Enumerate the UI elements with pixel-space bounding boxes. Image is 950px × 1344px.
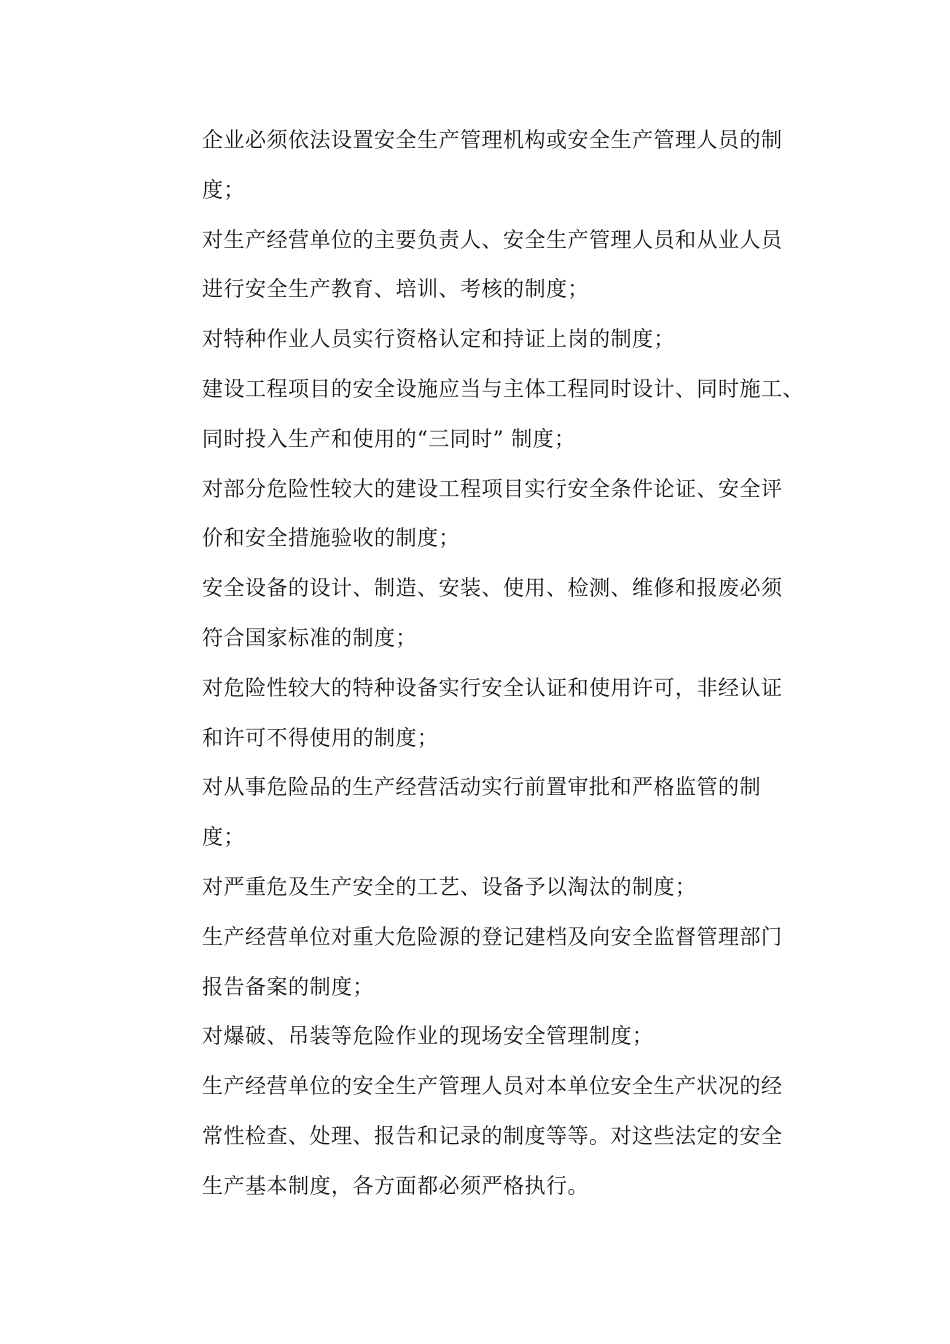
paragraph	[202, 863, 822, 913]
text-line: 对爆破、吊装等危险作业的现场安全管理制度；	[202, 1024, 654, 1049]
text-line: 生产基本制度，各方面都必须严格执行。	[202, 1173, 589, 1198]
text-line: 对从事危险品的生产经营活动实行前置审批和严格监管的制	[202, 775, 761, 800]
paragraph	[202, 564, 822, 664]
text-line: 符合国家标准的制度；	[202, 625, 417, 650]
text-line: 度；	[202, 825, 245, 850]
paragraph	[202, 913, 822, 1013]
paragraph	[202, 216, 822, 316]
text-line: 和许可不得使用的制度；	[202, 725, 439, 750]
paragraph	[202, 763, 822, 863]
paragraph	[202, 465, 822, 565]
text-line: 对危险性较大的特种设备实行安全认证和使用许可，非经认证	[202, 675, 783, 700]
paragraph	[202, 664, 822, 764]
text-line: 对部分危险性较大的建设工程项目实行安全条件论证、安全评	[202, 476, 783, 501]
text-line: 价和安全措施验收的制度；	[202, 526, 460, 551]
text-line: 进行安全生产教育、培训、考核的制度；	[202, 277, 589, 302]
text-line: 企业必须依法设置安全生产管理机构或安全生产管理人员的制	[202, 128, 783, 152]
text-line: 安全设备的设计、制造、安装、使用、检测、维修和报废必须	[202, 576, 783, 601]
text-line: 对特种作业人员实行资格认定和持证上岗的制度；	[202, 327, 675, 352]
text-line: 生产经营单位对重大危险源的登记建档及向安全监督管理部门	[202, 924, 783, 949]
text-line: 度；	[202, 177, 245, 202]
paragraph	[202, 365, 822, 465]
text-line: 建设工程项目的安全设施应当与主体工程同时设计、同时施工、	[202, 376, 804, 401]
text-line: 对生产经营单位的主要负责人、安全生产管理人员和从业人员	[202, 227, 783, 252]
text-line: 对严重危及生产安全的工艺、设备予以淘汰的制度；	[202, 874, 697, 899]
text-line: 生产经营单位的安全生产管理人员对本单位安全生产状况的经	[202, 1074, 783, 1099]
paragraph	[202, 1062, 822, 1211]
text-line: 同时投入生产和使用的“三同时” 制度；	[202, 426, 576, 451]
text-line: 常性检查、处理、报告和记录的制度等等。对这些法定的安全	[202, 1123, 783, 1148]
paragraph	[202, 315, 822, 365]
document-body	[202, 116, 822, 1212]
paragraph	[202, 1012, 822, 1062]
text-line: 报告备案的制度；	[202, 974, 374, 999]
paragraph	[202, 116, 822, 216]
